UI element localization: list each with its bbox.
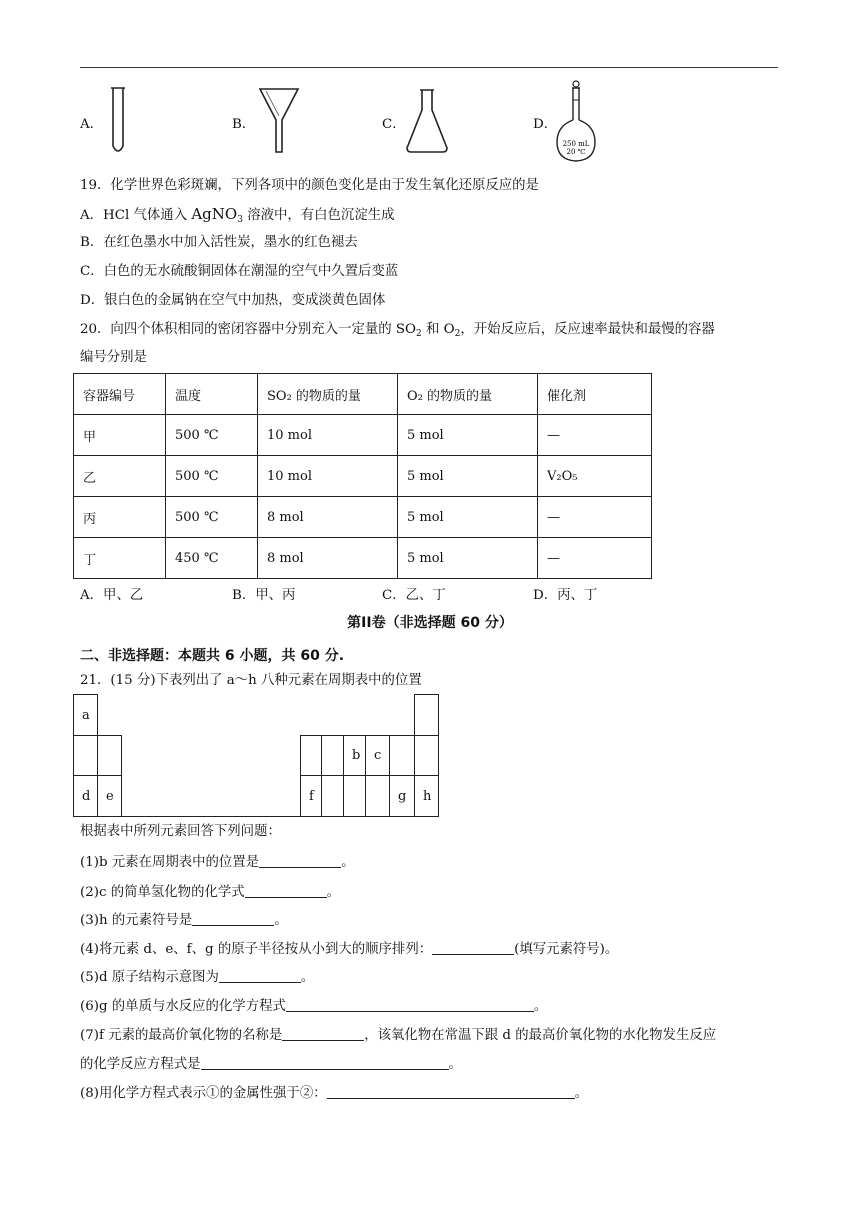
q21-q5-end: 。	[300, 970, 315, 985]
volumetric-flask-icon	[554, 78, 598, 164]
element-cell-empty	[414, 694, 439, 736]
table-cell: 5 mol	[398, 415, 538, 456]
q21-sub-1	[80, 853, 354, 873]
answer-blank[interactable]	[259, 853, 341, 868]
answer-blank[interactable]	[282, 1026, 364, 1041]
element-cell-d: d	[73, 775, 98, 817]
test-tube-icon	[106, 86, 130, 158]
q21-q6-text: (6)g 的单质与水反应的化学方程式	[80, 999, 286, 1014]
element-cell-g: g	[389, 775, 415, 817]
q20-answer-d: D．丙、丁	[533, 588, 598, 603]
table-header-row	[74, 374, 652, 415]
element-cell-e: e	[97, 775, 122, 817]
element-cell-empty	[389, 735, 415, 776]
element-cell-empty	[365, 775, 390, 817]
table-row	[74, 456, 652, 497]
q21-sub-8	[80, 1084, 588, 1104]
table-row	[74, 415, 652, 456]
table-cell: 丙	[74, 497, 166, 538]
table-cell: 10 mol	[258, 456, 398, 497]
table-cell: 500 ℃	[166, 415, 258, 456]
element-cell-h: h	[414, 775, 439, 817]
q21-q3-text: (3)h 的元素符号是	[80, 913, 193, 928]
funnel-icon	[258, 86, 300, 156]
table-cell: —	[538, 497, 652, 538]
element-cell-a: a	[73, 694, 98, 736]
table-cell: V₂O₅	[538, 456, 652, 497]
q20-stem-1: 20．向四个体积相同的密闭容器中分别充入一定量的 SO	[80, 322, 417, 337]
table-header-cell: 容器编号	[74, 374, 166, 415]
q20-answer-c: C．乙、丁	[382, 588, 446, 603]
answer-blank[interactable]	[201, 1055, 449, 1070]
table-bottom-edge	[73, 816, 439, 817]
q21-sub-5	[80, 968, 314, 988]
q21-sub-7-line2	[80, 1055, 462, 1075]
q19-option-b: B．在红色墨水中加入活性炭，墨水的红色褪去	[80, 235, 358, 250]
q19-a-chem: AgNO	[191, 205, 238, 223]
table-header-cell: O₂ 的物质的量	[398, 374, 538, 415]
q20-sub-1: 2	[416, 329, 422, 339]
element-cell-empty	[321, 775, 344, 817]
table-header-cell: 温度	[166, 374, 258, 415]
table-cell: 5 mol	[398, 497, 538, 538]
table-cell: 500 ℃	[166, 456, 258, 497]
q21-sub-7	[80, 1026, 716, 1046]
table-header-cell: SO₂ 的物质的量	[258, 374, 398, 415]
q20-stem-3: ，开始反应后，反应速率最快和最慢的容器	[460, 322, 715, 337]
q19-a-post: 溶液中，有白色沉淀生成	[242, 208, 395, 223]
answer-blank[interactable]	[327, 1084, 575, 1099]
element-cell-empty	[97, 735, 122, 776]
element-cell-empty	[414, 735, 439, 776]
q19-option-d: D．银白色的金属钠在空气中加热，变成淡黄色固体	[80, 293, 386, 308]
table-cell: 5 mol	[398, 456, 538, 497]
flask-volume-text: 250 mL	[562, 140, 590, 148]
q21-q5-text: (5)d 原子结构示意图为	[80, 970, 219, 985]
q21-stem: 21．(15 分)下表列出了 a～h 八种元素在周期表中的位置	[80, 673, 422, 688]
answer-blank[interactable]	[245, 883, 327, 898]
q21-q6-end: 。	[533, 999, 548, 1014]
q21-q2-text: (2)c 的简单氢化物的化学式	[80, 885, 245, 900]
q21-q8-text: (8)用化学方程式表示①的金属性强于②：	[80, 1086, 327, 1101]
table-cell: 450 ℃	[166, 538, 258, 579]
flask-temp-text: 20 ℃	[566, 148, 586, 156]
table-row	[74, 538, 652, 579]
table-cell: —	[538, 415, 652, 456]
q21-intro: 根据表中所列元素回答下列问题：	[80, 824, 281, 839]
table-cell: 甲	[74, 415, 166, 456]
element-cell-empty	[300, 735, 322, 776]
conical-flask-icon	[404, 88, 450, 154]
table-cell: 8 mol	[258, 538, 398, 579]
q19-a-sub: 3	[237, 215, 243, 225]
answer-blank[interactable]	[219, 968, 301, 983]
part2-heading: 二、非选择题：本题共 6 小题，共 60 分.	[80, 648, 345, 664]
option-a-label: A．	[80, 117, 104, 132]
table-cell: —	[538, 538, 652, 579]
q21-sub-6	[80, 997, 547, 1017]
q20-stem-line2: 编号分别是	[80, 350, 147, 365]
q20-table	[73, 373, 652, 579]
table-cell: 10 mol	[258, 415, 398, 456]
q21-q4-text: (4)将元素 d、e、f、g 的原子半径按从小到大的顺序排列：	[80, 942, 433, 957]
answer-blank[interactable]	[286, 997, 534, 1012]
table-cell: 丁	[74, 538, 166, 579]
q20-answer-a: A．甲、乙	[80, 588, 144, 603]
table-cell: 乙	[74, 456, 166, 497]
q21-q1-end: 。	[341, 855, 355, 870]
element-cell-f: f	[300, 775, 322, 817]
option-d-label: D．	[533, 117, 558, 132]
q21-q2-end: 。	[326, 885, 341, 900]
q19-option-c: C．白色的无水硫酸铜固体在潮湿的空气中久置后变蓝	[80, 264, 399, 279]
option-b-label: B．	[232, 117, 256, 132]
table-cell: 8 mol	[258, 497, 398, 538]
q21-q8-end: 。	[574, 1086, 588, 1101]
table-cell: 500 ℃	[166, 497, 258, 538]
answer-blank[interactable]	[192, 911, 274, 926]
q21-sub-2	[80, 883, 340, 903]
table-row	[74, 497, 652, 538]
q21-sub-3	[80, 911, 288, 931]
table-cell: 5 mol	[398, 538, 538, 579]
element-cell-c: c	[365, 735, 390, 776]
element-cell-empty	[343, 775, 366, 817]
q20-answer-b: B．甲、丙	[232, 588, 296, 603]
q21-q4-end: (填写元素符号)。	[514, 942, 619, 957]
q20-stem	[80, 320, 715, 344]
q20-sub-2: 2	[454, 329, 461, 339]
element-cell-empty	[321, 735, 344, 776]
q19-option-a	[80, 204, 395, 230]
q19-a-pre: A．HCl 气体通入	[80, 208, 192, 223]
answer-blank[interactable]	[432, 940, 514, 955]
q21-sub-4	[80, 940, 618, 960]
q20-stem-2: 和 O	[421, 322, 455, 337]
q21-q7-end: 。	[448, 1057, 462, 1072]
element-cell-empty	[73, 735, 98, 776]
q21-q7-text: (7)f 元素的最高价氧化物的名称是	[80, 1028, 283, 1043]
element-cell-b: b	[343, 735, 366, 776]
q21-q1-text: (1)b 元素在周期表中的位置是	[80, 855, 260, 870]
header-rule	[80, 67, 778, 68]
q21-q7-line2-text: 的化学反应方程式是	[80, 1057, 201, 1072]
q19-stem: 19．化学世界色彩斑斓，下列各项中的颜色变化是由于发生氧化还原反应的是	[80, 178, 539, 193]
q21-q7-mid: ，该氧化物在常温下跟 d 的最高价氧化物的水化物发生反应	[364, 1028, 717, 1043]
section-title: 第II卷（非选择题 60 分）	[347, 615, 513, 631]
q21-q3-end: 。	[274, 913, 288, 928]
option-c-label: C．	[382, 117, 406, 132]
table-header-cell: 催化剂	[538, 374, 652, 415]
